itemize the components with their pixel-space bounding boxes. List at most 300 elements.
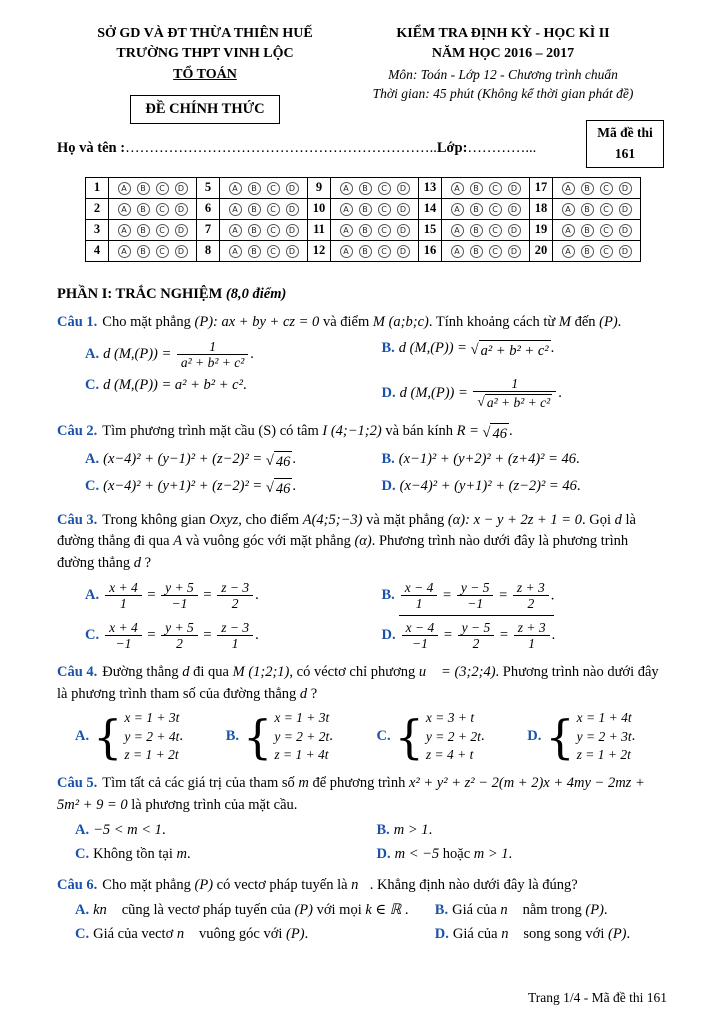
fraction [402, 620, 439, 652]
bubble-q20-C[interactable]: C [600, 245, 613, 258]
answer-number-6: 6 [197, 198, 220, 219]
bubble-q8-B[interactable]: B [248, 245, 261, 258]
answer-number-7: 7 [197, 219, 220, 240]
bubble-q6-A[interactable]: A [229, 203, 242, 216]
math-run: Oxyz, [209, 511, 242, 528]
math-run: (P) [194, 876, 214, 893]
bubble-q14-B[interactable]: B [470, 203, 483, 216]
math-run: d [299, 685, 308, 702]
bubble-q9-D[interactable]: D [397, 182, 410, 195]
fraction-numerator: z − 3 [217, 620, 253, 637]
system-row: x = 3 + t [425, 710, 475, 726]
option-content [394, 709, 485, 764]
math-run: M [558, 313, 571, 330]
option-3-D [382, 619, 669, 653]
option-label: C. [75, 846, 90, 863]
bubble-q10-B[interactable]: B [359, 203, 372, 216]
text-run: Cho mặt phẳng [102, 876, 195, 893]
bubble-q9-B[interactable]: B [359, 182, 372, 195]
question-stem [57, 312, 668, 334]
option-label: C. [85, 627, 100, 644]
question-label: Câu 3. [57, 511, 98, 528]
equation-system [545, 709, 631, 764]
text-run: đến [570, 313, 600, 330]
class-label: Lớp: [436, 139, 468, 156]
bubble-q20-A[interactable]: A [562, 245, 575, 258]
bubble-q14-A[interactable]: A [451, 203, 464, 216]
text-run: . [428, 822, 433, 839]
fraction-numerator: z − 3 [217, 580, 253, 597]
system-row: y = 2 + 2t [425, 728, 481, 744]
system-rows [577, 709, 632, 764]
option-4-B [226, 709, 367, 764]
name-label: Họ và tên : [57, 139, 126, 156]
bubble-q13-C[interactable]: C [489, 182, 502, 195]
bubble-q5-D[interactable]: D [286, 182, 299, 195]
bubble-q17-A[interactable]: A [562, 182, 575, 195]
answer-number-3: 3 [86, 219, 109, 240]
question-4 [57, 662, 668, 764]
text-run: cũng là vectơ pháp tuyến của [118, 902, 295, 919]
bubble-q17-D[interactable]: D [619, 182, 632, 195]
text-run: . [401, 902, 409, 919]
text-run: có vectơ pháp tuyến là [213, 876, 352, 893]
department-name: SỞ GD VÀ ĐT THỪA THIÊN HUẾ [97, 26, 313, 41]
bubble-q12-C[interactable]: C [378, 245, 391, 258]
option-content [93, 709, 183, 764]
option-label: D. [381, 627, 396, 644]
fraction [217, 620, 253, 652]
text-run: . [161, 822, 166, 839]
header [85, 24, 668, 124]
radical-icon: √ [482, 424, 491, 441]
bubble-q1-A[interactable]: A [118, 182, 131, 195]
answer-bubbles-20 [553, 240, 641, 261]
math-run: (x−4)² + (y+1)² + (z−2)² = 46 [399, 478, 577, 495]
answer-grid-body [86, 177, 641, 261]
text-run: . [480, 727, 485, 744]
text-run: = [439, 587, 455, 604]
option-5-B [377, 820, 669, 841]
section-heading [57, 286, 668, 303]
bubble-q1-B[interactable]: B [137, 182, 150, 195]
bubble-q9-C[interactable]: C [378, 182, 391, 195]
student-info-line [57, 140, 557, 157]
bubble-q5-A[interactable]: A [229, 182, 242, 195]
math-run: d (M,(P)) = [399, 384, 472, 401]
answer-number-19: 19 [530, 219, 553, 240]
fraction-numerator: y + 5 [161, 620, 198, 637]
text-run: Đường thẳng [102, 663, 183, 680]
fraction-numerator: y − 5 [458, 620, 495, 637]
fraction [473, 376, 556, 411]
fraction [105, 620, 142, 652]
option-label: B. [434, 902, 449, 919]
exam-info-block [338, 24, 668, 124]
text-run: . Phương trình nào dưới đây là phương trình đường thẳng [57, 533, 629, 571]
bubble-q14-C[interactable]: C [489, 203, 502, 216]
options-grid [57, 820, 668, 865]
fraction-denominator: −1 [411, 636, 428, 652]
text-run: = [495, 587, 511, 604]
bubble-q5-B[interactable]: B [248, 182, 261, 195]
answer-bubbles-6 [220, 198, 308, 219]
bubble-q19-A[interactable]: A [562, 224, 575, 237]
bubble-q8-A[interactable]: A [229, 245, 242, 258]
answer-grid [85, 177, 641, 262]
bubble-q4-A[interactable]: A [118, 245, 131, 258]
answer-bubbles-1 [109, 177, 197, 198]
bubble-q16-D[interactable]: D [508, 245, 521, 258]
option-content [103, 579, 259, 612]
text-run: = [199, 627, 216, 644]
answer-bubbles-10 [331, 198, 419, 219]
math-run: M (1;2;1) [232, 663, 290, 680]
math-run: d [182, 663, 190, 680]
option-label: A. [85, 451, 100, 468]
system-row: y = 2 + 2t [274, 728, 330, 744]
square-root [266, 451, 292, 473]
fraction-denominator: 2 [176, 636, 183, 652]
bubble-q1-C[interactable]: C [156, 182, 169, 195]
option-label: B. [376, 822, 390, 839]
bubble-q2-C[interactable]: C [156, 203, 169, 216]
math-run: n⃗ [500, 902, 519, 919]
text-run: = [143, 587, 160, 604]
text-run: song song với [519, 926, 608, 943]
option-label: A. [75, 822, 90, 839]
option-label: A. [85, 346, 100, 362]
bubble-q16-A[interactable]: A [451, 245, 464, 258]
math-run: (P) [599, 313, 618, 330]
answer-bubbles-4 [109, 240, 197, 261]
options-grid [57, 338, 668, 412]
bubble-q15-B[interactable]: B [470, 224, 483, 237]
answer-grid-row [86, 240, 641, 261]
bubble-q15-A[interactable]: A [451, 224, 464, 237]
bubble-q15-C[interactable]: C [489, 224, 502, 237]
math-run: A [173, 533, 183, 550]
bubble-q8-C[interactable]: C [267, 245, 280, 258]
text-run: và mặt phẳng [362, 511, 448, 528]
bubble-q7-B[interactable]: B [248, 224, 261, 237]
option-label: C. [85, 376, 100, 393]
bubble-q13-D[interactable]: D [508, 182, 521, 195]
bubble-q19-B[interactable]: B [581, 224, 594, 237]
text-run: Tìm tất cả các giá trị của tham số [102, 774, 299, 791]
math-run: (P) [294, 902, 313, 919]
text-run: . [550, 587, 555, 604]
option-6-A [75, 900, 425, 921]
text-run: . [603, 902, 608, 919]
bubble-q1-D[interactable]: D [175, 182, 188, 195]
bubble-q4-D[interactable]: D [175, 245, 188, 258]
fraction-numerator: x − 4 [402, 620, 439, 637]
option-label: C. [376, 727, 391, 744]
option-6-C [75, 924, 425, 945]
bubble-q17-C[interactable]: C [600, 182, 613, 195]
text-run: và vuông góc với mặt phẳng [182, 533, 355, 550]
answer-number-13: 13 [419, 177, 442, 198]
math-run: m [176, 846, 187, 863]
answer-number-4: 4 [86, 240, 109, 261]
text-run: = [143, 627, 160, 644]
math-run: kn⃗ [93, 902, 119, 919]
bubble-q16-B[interactable]: B [470, 245, 483, 258]
text-run: Trong không gian [102, 511, 210, 528]
square-root [483, 423, 509, 446]
question-stem [57, 421, 668, 446]
question-label: Câu 1. [57, 313, 98, 330]
fraction [217, 580, 253, 612]
question-label: Câu 2. [57, 422, 98, 439]
answer-grid-row [86, 219, 641, 240]
answer-grid-row [86, 198, 641, 219]
option-label: C. [75, 926, 90, 943]
bubble-q3-C[interactable]: C [156, 224, 169, 237]
options-grid [57, 900, 668, 945]
answer-number-17: 17 [530, 177, 553, 198]
option-label: D. [381, 478, 396, 495]
answer-bubbles-14 [442, 198, 530, 219]
school-year: NĂM HỌC 2016 – 2017 [431, 46, 575, 62]
answer-number-15: 15 [419, 219, 442, 240]
answer-bubbles-3 [109, 219, 197, 240]
bubble-q18-A[interactable]: A [562, 203, 575, 216]
option-content [399, 451, 580, 467]
question-3 [57, 510, 668, 653]
question-stem [57, 510, 668, 575]
bubble-q18-C[interactable]: C [600, 203, 613, 216]
bubble-q11-D[interactable]: D [397, 224, 410, 237]
option-content [103, 619, 259, 652]
option-content [399, 375, 562, 411]
bubble-q3-B[interactable]: B [137, 224, 150, 237]
fraction [161, 620, 198, 652]
bubble-q14-D[interactable]: D [508, 203, 521, 216]
system-row: z = 4 + t [425, 746, 474, 762]
math-run: n⃗ [176, 926, 196, 943]
bubble-q19-C[interactable]: C [600, 224, 613, 237]
answer-number-16: 16 [419, 240, 442, 261]
fraction-numerator: 1 [473, 376, 556, 393]
fraction [105, 580, 142, 612]
text-run: = [440, 627, 456, 644]
bubble-q12-A[interactable]: A [340, 245, 353, 258]
bubble-q3-A[interactable]: A [118, 224, 131, 237]
answer-bubbles-17 [553, 177, 641, 198]
system-row: y = 2 + 3t [576, 728, 632, 744]
text-run: nằm trong [518, 902, 586, 919]
option-2-C [85, 476, 372, 500]
bubble-q18-D[interactable]: D [619, 203, 632, 216]
bubble-q18-B[interactable]: B [581, 203, 594, 216]
bubble-q12-B[interactable]: B [359, 245, 372, 258]
text-run: . [631, 727, 636, 744]
bubble-q3-D[interactable]: D [175, 224, 188, 237]
bubble-q2-B[interactable]: B [137, 203, 150, 216]
bubble-q15-D[interactable]: D [508, 224, 521, 237]
bubble-q11-C[interactable]: C [378, 224, 391, 237]
option-content [399, 579, 555, 616]
option-4-C [377, 709, 518, 764]
answer-bubbles-7 [220, 219, 308, 240]
math-run: x² + y² + z² − 2(m + 2)x + 4my − 2mz + 5m² + 9 = 0 [57, 774, 645, 813]
square-root [477, 394, 552, 411]
option-content [103, 377, 246, 393]
bubble-q13-B[interactable]: B [470, 182, 483, 195]
bubble-q9-A[interactable]: A [340, 182, 353, 195]
class-dotted-line: …………... [467, 139, 537, 156]
school-name: TRƯỜNG THPT VINH LỘC [116, 46, 294, 62]
exam-code-box [586, 120, 664, 168]
text-run: . [508, 846, 513, 863]
option-content [243, 709, 333, 764]
bubble-q4-C[interactable]: C [156, 245, 169, 258]
text-run: . [626, 926, 631, 943]
option-content [400, 478, 581, 494]
option-content [93, 846, 190, 862]
fraction-denominator: 2 [472, 636, 480, 652]
text-run: . [186, 846, 191, 863]
question-2 [57, 421, 668, 501]
answer-number-11: 11 [308, 219, 331, 240]
option-5-D [377, 844, 669, 865]
exam-code-value: 161 [614, 145, 636, 161]
option-label: B. [381, 451, 395, 468]
text-run: Giá của [452, 926, 502, 943]
text-run: Giá của [452, 902, 501, 919]
bubble-q8-D[interactable]: D [286, 245, 299, 258]
option-6-B [435, 900, 668, 921]
answer-number-1: 1 [86, 177, 109, 198]
bubble-q6-B[interactable]: B [248, 203, 261, 216]
text-run: . Gọi [581, 511, 615, 528]
math-run: (P) [585, 902, 604, 919]
text-run: = [496, 627, 512, 644]
answer-number-10: 10 [308, 198, 331, 219]
option-content [93, 822, 165, 838]
bubble-q6-C[interactable]: C [267, 203, 280, 216]
bubble-q11-B[interactable]: B [359, 224, 372, 237]
option-label: A. [75, 727, 90, 744]
bubble-q20-D[interactable]: D [619, 245, 632, 258]
math-run: m < −5 [394, 846, 440, 863]
fraction-numerator: z + 3 [514, 620, 550, 637]
equation-system [243, 709, 329, 764]
option-3-A [85, 579, 372, 616]
exam-code-label: Mã đề thi [597, 125, 653, 140]
bubble-q7-D[interactable]: D [286, 224, 299, 237]
option-content [452, 902, 607, 918]
option-3-C [85, 619, 372, 653]
text-run: . [558, 384, 562, 401]
text-run: . [329, 727, 333, 744]
answer-grid-row [86, 177, 641, 198]
math-run: (x−4)² + (y+1)² + (z−2)² = [103, 478, 266, 495]
bubble-q11-A[interactable]: A [340, 224, 353, 237]
text-run: . [508, 422, 513, 439]
math-run: k ∈ ℝ [365, 902, 402, 919]
system-row: x = 1 + 4t [576, 710, 632, 726]
radical-icon: √ [470, 341, 479, 358]
bubble-q2-A[interactable]: A [118, 203, 131, 216]
option-2-B [382, 449, 669, 473]
bubble-q6-D[interactable]: D [286, 203, 299, 216]
bubble-q10-C[interactable]: C [378, 203, 391, 216]
option-6-D [435, 924, 668, 945]
math-run: m [298, 774, 309, 791]
bubble-q5-C[interactable]: C [267, 182, 280, 195]
square-root [471, 340, 551, 362]
option-label: D. [434, 926, 449, 943]
bubble-q2-D[interactable]: D [175, 203, 188, 216]
sqrt-body: 46 [274, 478, 293, 500]
text-run: . [551, 627, 556, 644]
math-run: (P) [286, 926, 305, 943]
square-root [266, 478, 292, 500]
fraction-denominator: −1 [171, 596, 188, 612]
text-run: hoặc [439, 846, 474, 863]
bubble-q7-C[interactable]: C [267, 224, 280, 237]
option-content [394, 822, 432, 838]
option-2-A [85, 449, 372, 473]
answer-bubbles-5 [220, 177, 308, 198]
fraction-denominator: −1 [115, 636, 132, 652]
fraction-numerator: x + 4 [105, 580, 142, 597]
option-content [103, 451, 296, 471]
section-points: (8,0 điểm) [225, 285, 287, 302]
answer-bubbles-19 [553, 219, 641, 240]
bubble-q16-C[interactable]: C [489, 245, 502, 258]
bubble-q17-B[interactable]: B [581, 182, 594, 195]
option-label: D. [381, 384, 396, 401]
text-run: . [576, 478, 581, 495]
answer-number-14: 14 [419, 198, 442, 219]
text-run: là đường thẳng đi qua [57, 511, 636, 550]
official-exam-stamp: ĐỀ CHÍNH THỨC [130, 95, 279, 124]
system-row: z = 1 + 4t [274, 746, 329, 762]
fraction-denominator: 2 [231, 596, 239, 612]
system-row: x = 1 + 3t [124, 710, 180, 726]
bubble-q4-B[interactable]: B [137, 245, 150, 258]
text-run: và bán kính [381, 422, 457, 439]
section-title: PHẦN I: TRẮC NGHIỆM [57, 285, 223, 302]
math-run: (x−1)² + (y+2)² + (z+4)² = 46 [398, 451, 577, 468]
bubble-q12-D[interactable]: D [397, 245, 410, 258]
fraction-numerator: 1 [177, 339, 248, 356]
bubble-q10-D[interactable]: D [397, 203, 410, 216]
bubble-q19-D[interactable]: D [619, 224, 632, 237]
bubble-q13-A[interactable]: A [451, 182, 464, 195]
exam-subject: Môn: Toán - Lớp 12 - Chương trình chuẩn [388, 66, 618, 82]
bubble-q7-A[interactable]: A [229, 224, 242, 237]
fraction [458, 620, 495, 652]
answer-bubbles-9 [331, 177, 419, 198]
text-run: . [255, 627, 259, 644]
option-content [398, 339, 555, 359]
bubble-q20-B[interactable]: B [581, 245, 594, 258]
math-run: (P) [607, 926, 627, 943]
option-1-D [382, 375, 669, 412]
math-run: d (M,(P)) = a² + b² + c² [103, 376, 243, 393]
bubble-q10-A[interactable]: A [340, 203, 353, 216]
sqrt-body: 46 [490, 423, 509, 446]
text-run: cho điểm [241, 511, 303, 528]
answer-number-12: 12 [308, 240, 331, 261]
text-run: . [250, 346, 254, 362]
answer-number-8: 8 [197, 240, 220, 261]
